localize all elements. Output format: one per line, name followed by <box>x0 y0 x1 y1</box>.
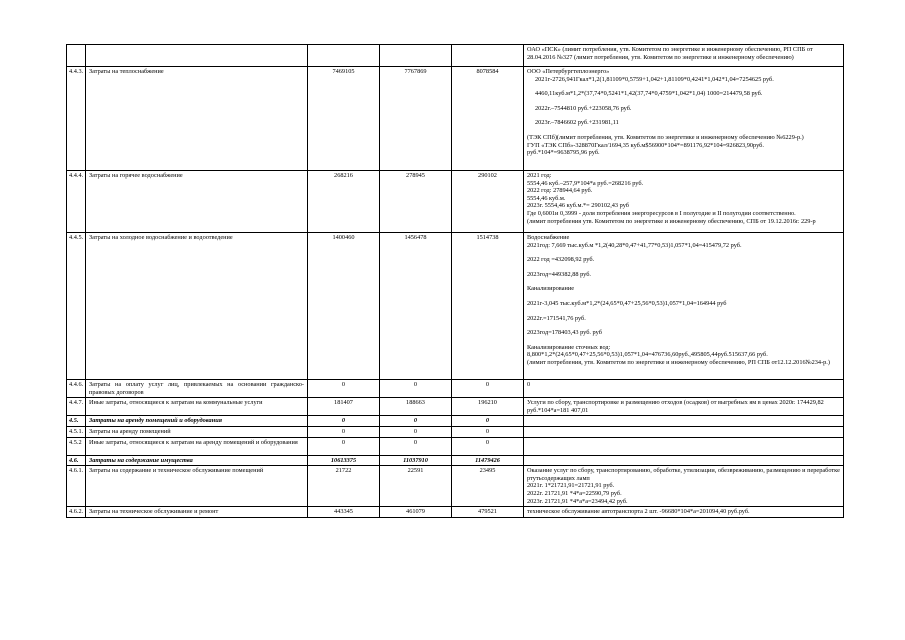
row-code: 4.4.3. <box>67 67 86 171</box>
row-value-2023 <box>452 45 524 67</box>
row-calculation <box>524 67 844 171</box>
row-cost-name: Затраты на теплоснабжение <box>86 67 308 171</box>
row-value-2022: 278945 <box>380 171 452 233</box>
row-cost-name: Затраты на содержание и техническое обслуживание помещений <box>86 466 308 507</box>
row-cost-name: Затраты на оплату услуг лиц, привлекаемых на основании гражданско-правовых договоров <box>86 380 308 398</box>
row-code: 4.5. <box>67 416 86 427</box>
calculation-line: 2022 год: 278944,64 руб. <box>527 187 593 195</box>
row-code <box>67 45 86 67</box>
calculation-line: 2023г. 21721,91 *4*a*a=23494,42 руб. <box>527 497 628 505</box>
row-value-2022: 11037910 <box>380 455 452 466</box>
row-value-2022: 0 <box>380 416 452 427</box>
calculation-line: 2021г. 1*21721,91=21721,91 руб. <box>527 482 615 490</box>
row-value-2023: 0 <box>452 426 524 437</box>
table-row <box>67 398 844 416</box>
calculation-line: 2023год=449382,88 руб. <box>527 270 591 278</box>
table-row <box>67 380 844 398</box>
row-value-2023: 290102 <box>452 171 524 233</box>
row-value-2022: 1456478 <box>380 233 452 380</box>
table-row <box>67 455 844 466</box>
table-row <box>67 416 844 427</box>
row-value-2022: 0 <box>380 426 452 437</box>
table-row <box>67 233 844 380</box>
calculation-line: 2021г-2726,941Гкал*1,2(1,81109*0,5759+1,042+1,81109*0,4241*1,042*1,04=7254625 руб. <box>535 75 774 83</box>
row-cost-name <box>86 45 308 67</box>
calculation-line: ООО «Петербургтеплоэнерго» <box>527 68 610 75</box>
calculation-line: Услуги по сбору, транспортировке и размещению отходов (осадков) от выгребных ям в ценах 2020г. 174429,82 руб.*104*a=181 407,01 <box>527 399 824 414</box>
calculation-line: 4460,11куб.м*1,2*(37,74*0,5241*1,42(37,74*0,4759*1,042*1,04) 1000=214479,58 руб. <box>535 90 763 98</box>
table-row <box>67 171 844 233</box>
calculation-line: 8,800*1,2*(24,65*0,47+25,56*0,53)1,057*1,04=476736,60руб.,495805,44руб.515637,66 руб. <box>527 351 768 359</box>
row-value-2022: 0 <box>380 380 452 398</box>
calculation-line: Где 0,6001и 0,3999 - доля потребления энергоресурсов в I полугодие и II полугодии соответственно. <box>527 209 796 217</box>
row-value-2023: 479521 <box>452 507 524 518</box>
row-value-2022: 188663 <box>380 398 452 416</box>
row-code: 4.5.1. <box>67 426 86 437</box>
row-calculation <box>524 398 844 416</box>
row-value-2023: 1514738 <box>452 233 524 380</box>
calculation-line: 2022г.=171541,76 руб. <box>527 314 586 322</box>
calculation-line: (лимит потребления утв. Комитетом по энергетике и инженерному обеспечению, СПБ от 19.12.2016г. 229-р <box>527 217 816 225</box>
row-cost-name: Иные затраты, относящиеся к затратам на аренду помещений и оборудования <box>86 437 308 455</box>
row-value-2021: 0 <box>308 416 380 427</box>
row-value-2023: 0 <box>452 416 524 427</box>
row-calculation <box>524 466 844 507</box>
row-value-2023: 11479426 <box>452 455 524 466</box>
row-cost-name: Затраты на техническое обслуживание и ремонт <box>86 507 308 518</box>
calculation-line: 2021г-3,045 тыс.куб.м*1,2*(24,65*0,47+25,56*0,53)1,057*1,04=164944 руб <box>527 299 727 307</box>
calculation-line: 5554,46 куб.м. <box>527 194 566 202</box>
row-value-2021 <box>308 45 380 67</box>
row-cost-name: Затраты на холодное водоснабжение и водоотведение <box>86 233 308 380</box>
calculation-line: 2021 год: <box>527 172 552 179</box>
row-value-2021: 443345 <box>308 507 380 518</box>
row-value-2022: 461079 <box>380 507 452 518</box>
row-calculation <box>524 45 844 67</box>
cost-calculation-table <box>66 44 844 518</box>
row-cost-name: Затраты на содержание имущества <box>86 455 308 466</box>
calculation-line: техническое обслуживание автотранспорта 2 шт. -96680*104*a=201094,40 руб.руб. <box>527 508 750 516</box>
calculation-line: Оказание услуг по сбору, транспортированию, обработке, утилизации, обезвреживанию, размещению и переработке ртутьсодержащих ламп <box>527 467 840 482</box>
calculation-line: 2023г. 5554,46 куб.м.*= 290102,43 руб <box>527 202 629 210</box>
row-calculation <box>524 416 844 427</box>
row-value-2023: 0 <box>452 380 524 398</box>
row-value-2021: 0 <box>308 426 380 437</box>
table-row <box>67 67 844 171</box>
row-cost-name: Затраты на аренду помещений и оборудования <box>86 416 308 427</box>
row-calculation <box>524 233 844 380</box>
row-value-2021: 1400460 <box>308 233 380 380</box>
row-cost-name: Иные затраты, относящиеся к затратам на коммунальные услуги <box>86 398 308 416</box>
row-value-2021: 0 <box>308 380 380 398</box>
calculation-line: (ТЭК СПб)(лимит потребления, утв. Комитетом по энергетике и инженерному обеспечению №6229-р.) <box>527 133 804 141</box>
row-code: 4.4.4. <box>67 171 86 233</box>
row-value-2021: 0 <box>308 437 380 455</box>
row-value-2023: 8078584 <box>452 67 524 171</box>
calculation-line: ОАО «ПСК» (лимит потребления, утв. Комитетом по энергетике и инженерному обеспечению, РП СПБ от 28.04.2016 №327 (лимит потребления, утв. Комитетом по энергетике и инженерному обеспечению) <box>527 46 813 61</box>
calculation-line: 2023год=178403,43 руб. руб <box>527 329 602 337</box>
row-value-2022: 7767869 <box>380 67 452 171</box>
row-value-2021: 10613375 <box>308 455 380 466</box>
row-value-2023: 0 <box>452 437 524 455</box>
row-code: 4.6.1. <box>67 466 86 507</box>
calculation-line: 2022 год =432098,92 руб. <box>527 256 595 264</box>
table-row <box>67 45 844 67</box>
row-value-2021: 181407 <box>308 398 380 416</box>
row-value-2022: 0 <box>380 437 452 455</box>
table-body <box>67 45 844 518</box>
row-value-2021: 21722 <box>308 466 380 507</box>
calculation-line: 2022г.–7544810 руб.+223058,76 руб. <box>535 104 632 112</box>
budget-table-page <box>66 44 843 518</box>
table-row <box>67 437 844 455</box>
row-value-2023: 196210 <box>452 398 524 416</box>
table-row <box>67 466 844 507</box>
calculation-line: ГУП «ТЭК СПб»-328870Гкал/1694,35 куб.м$56900*104*=891176,92*104=926823,90руб. <box>527 141 764 149</box>
calculation-line: (лимит потребления, утв. Комитетом по энергетике и инженерному обеспечению, РП СПБ от12.12.2016№234-р.) <box>527 358 830 366</box>
row-value-2023: 23495 <box>452 466 524 507</box>
table-row <box>67 426 844 437</box>
row-code: 4.5.2 <box>67 437 86 455</box>
row-value-2022: 22591 <box>380 466 452 507</box>
row-code: 4.6. <box>67 455 86 466</box>
row-value-2021: 7469105 <box>308 67 380 171</box>
row-code: 4.4.5. <box>67 233 86 380</box>
calculation-line: 2021год: 7,669 тыс.куб.м *1,2(40,28*0,47+41,77*0,53)1,057*1,04=415479,72 руб. <box>527 241 742 249</box>
calculation-line: 5554,46 куб.–257,9*104*a руб.=268216 руб. <box>527 179 644 187</box>
row-code: 4.6.2. <box>67 507 86 518</box>
row-calculation <box>524 171 844 233</box>
calculation-line: Водоснабжение <box>527 234 570 241</box>
calculation-line: 2022г. 21721,91 *4*a=22590,79 руб. <box>527 489 622 497</box>
table-row <box>67 507 844 518</box>
row-value-2022 <box>380 45 452 67</box>
row-cost-name: Затраты на аренду помещений <box>86 426 308 437</box>
row-calculation <box>524 507 844 518</box>
row-calculation <box>524 426 844 437</box>
calculation-line: руб.*104*=9638795,96 руб. <box>527 149 600 157</box>
row-code: 4.4.7. <box>67 398 86 416</box>
calculation-line: 2023г.–7846602 руб.+231981,11 <box>535 119 619 127</box>
row-cost-name: Затраты на горячее водоснабжение <box>86 171 308 233</box>
row-code: 4.4.6. <box>67 380 86 398</box>
calculation-line: 0 <box>527 381 531 388</box>
row-calculation <box>524 437 844 455</box>
calculation-line: Канализирование сточных вод: <box>527 343 611 351</box>
row-calculation <box>524 380 844 398</box>
row-value-2021: 268216 <box>308 171 380 233</box>
row-calculation <box>524 455 844 466</box>
calculation-line: Канализирование <box>527 285 575 293</box>
